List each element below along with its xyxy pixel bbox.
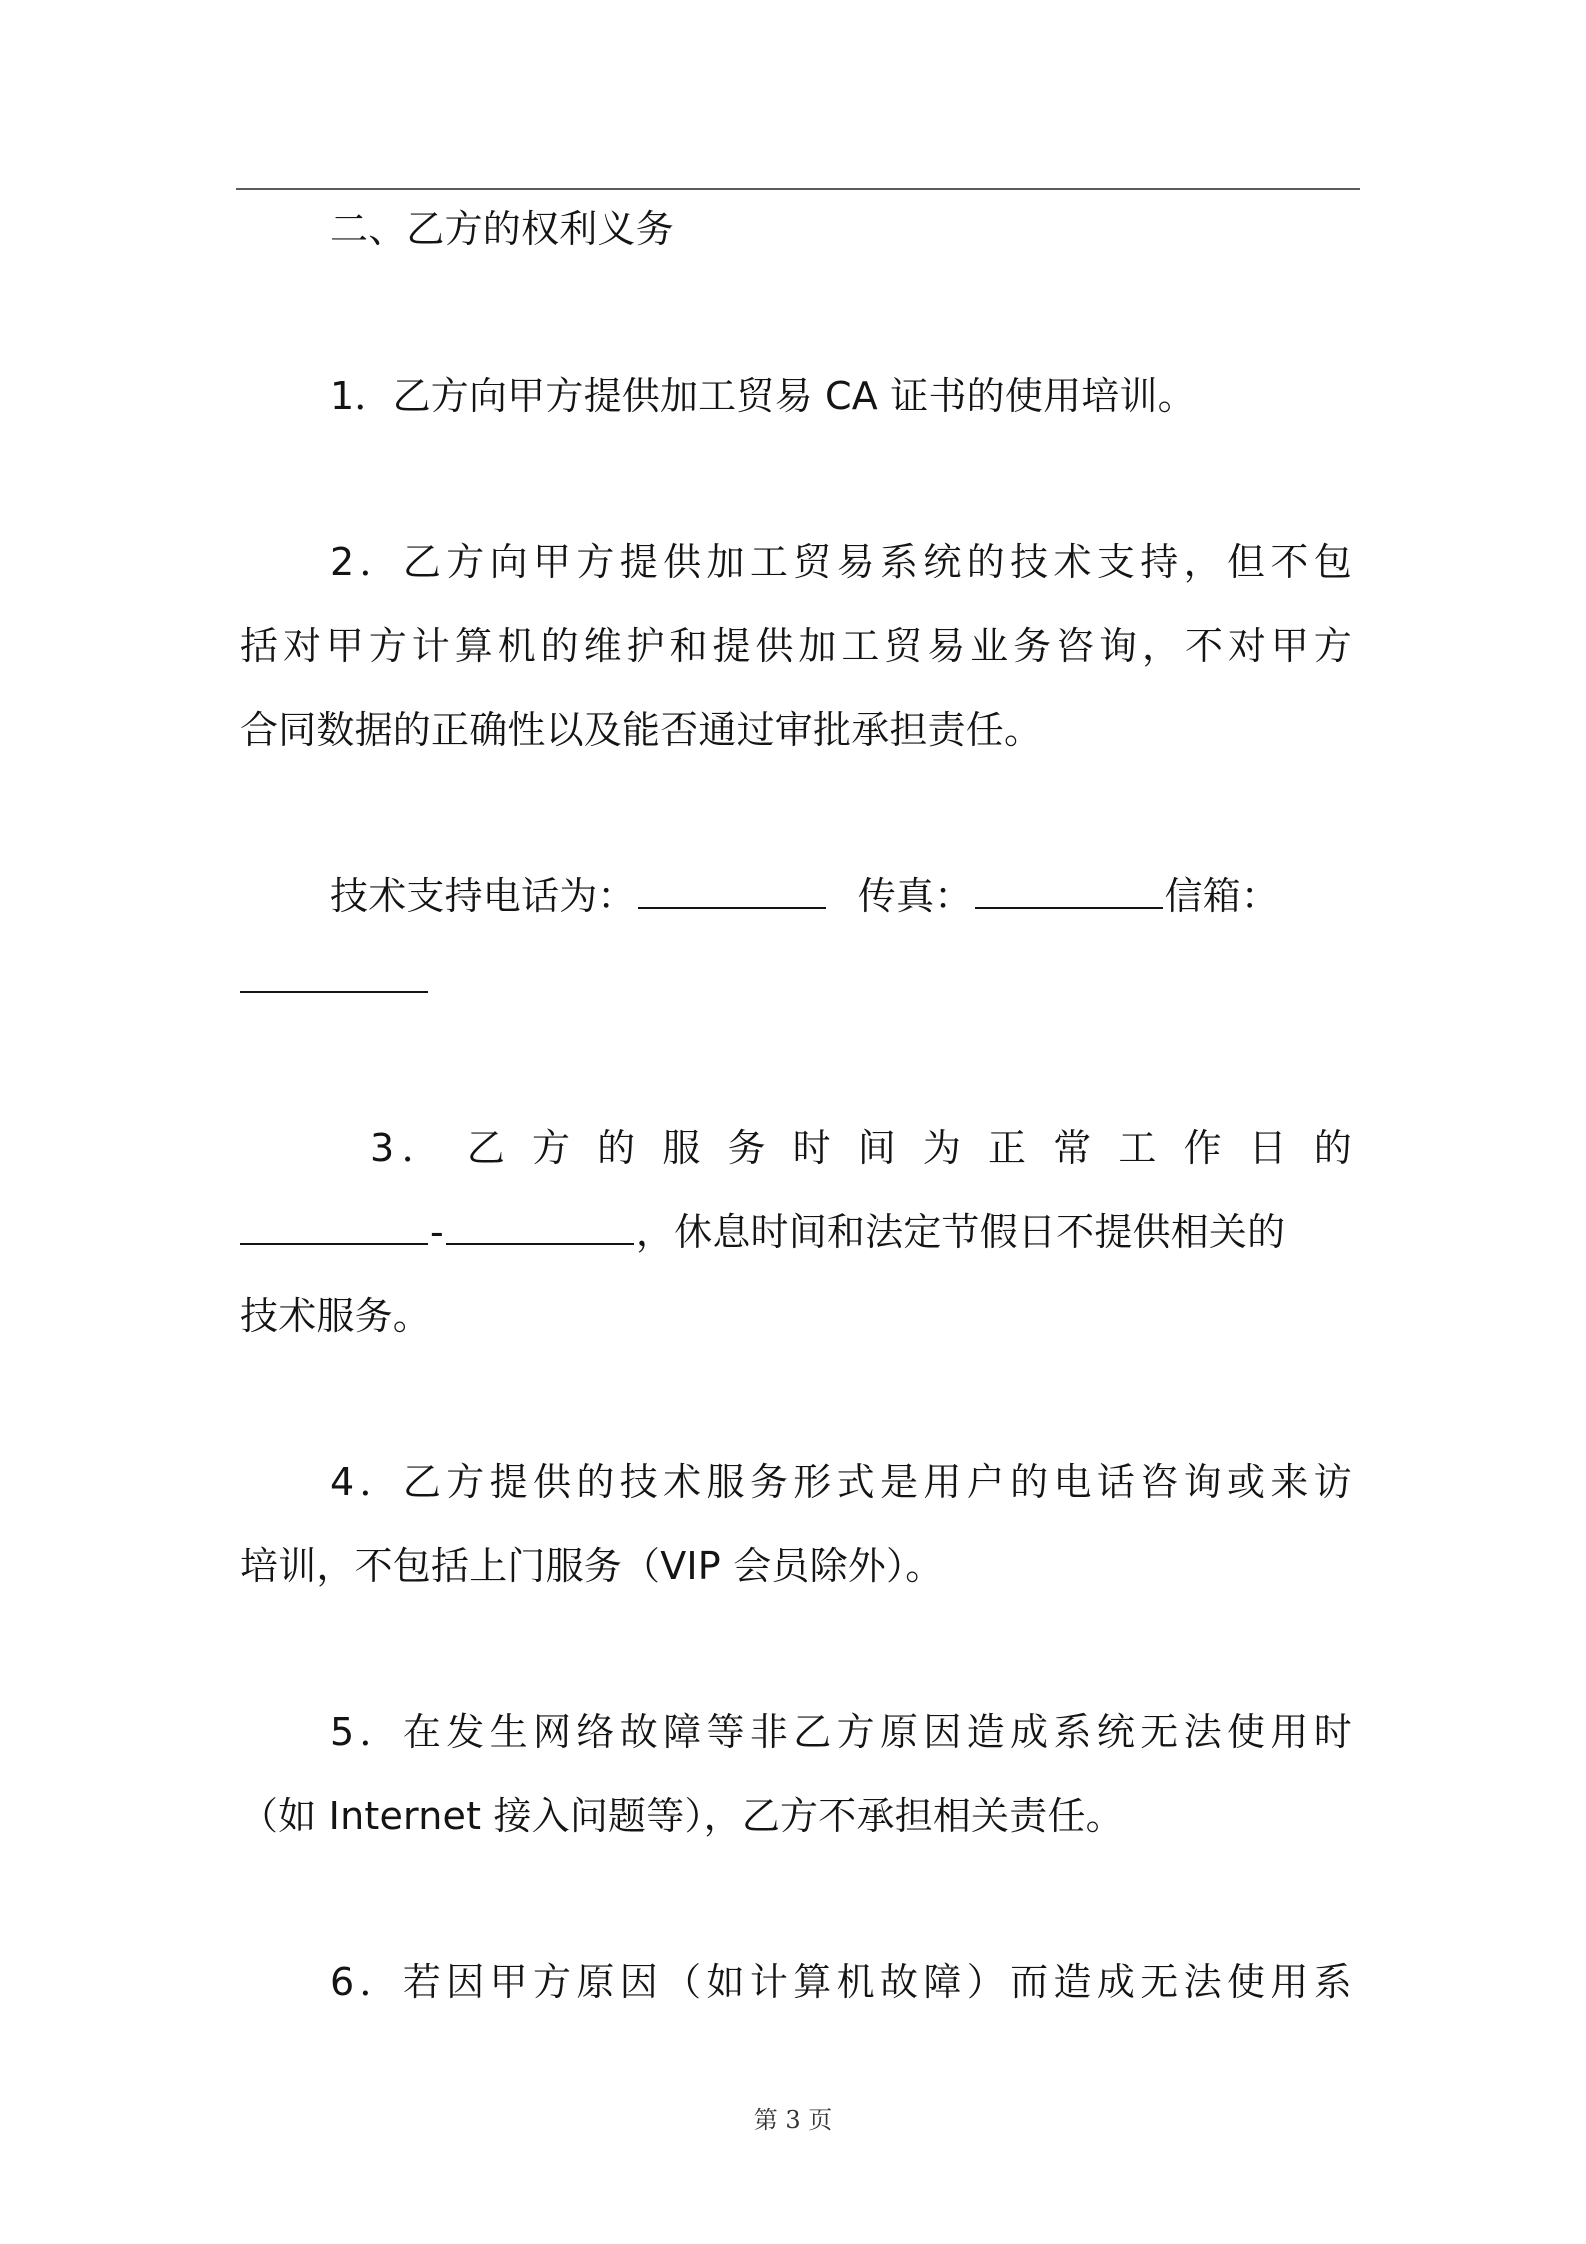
page-number: 第 3 页 <box>753 2106 833 2134</box>
email-blank-line <box>240 950 1352 1010</box>
phone-blank <box>638 906 826 909</box>
item-5-line-1: 5．在发生网络故障等非乙方原因造成系统无法使用时 <box>330 1710 1352 1754</box>
item-2-line-2: 括对甲方计算机的维护和提供加工贸易业务咨询，不对甲方 <box>240 624 1352 668</box>
item-2-line-3: 合同数据的正确性以及能否通过审批承担责任。 <box>240 708 1043 752</box>
phone-label: 技术支持电话为： <box>330 874 636 918</box>
item-1: 1．乙方向甲方提供加工贸易 CA 证书的使用培训。 <box>330 374 1196 418</box>
item-3-line-2 <box>240 1202 1352 1262</box>
end-time-blank <box>446 1242 634 1245</box>
time-dash: - <box>430 1210 444 1254</box>
header-rule <box>236 188 1360 190</box>
start-time-blank <box>240 1242 428 1245</box>
email-label: 信箱： <box>1164 874 1280 918</box>
section-heading: 二、乙方的权利义务 <box>330 207 674 251</box>
item-4-line-1: 4．乙方提供的技术服务形式是用户的电话咨询或来访 <box>330 1460 1352 1504</box>
fax-label: 传真： <box>857 874 973 918</box>
item-3-line-3: 技术服务。 <box>240 1294 432 1338</box>
item-6-line-1: 6．若因甲方原因（如计算机故障）而造成无法使用系 <box>330 1960 1352 2004</box>
item-2-line-1: 2．乙方向甲方提供加工贸易系统的技术支持，但不包 <box>330 540 1352 584</box>
item-3-line-1: 3． 乙 方 的 服 务 时 间 为 正 常 工 作 日 的 <box>370 1126 1352 1170</box>
email-blank <box>240 990 428 993</box>
item-4-line-2: 培训，不包括上门服务（VIP 会员除外）。 <box>240 1544 944 1588</box>
fax-blank <box>975 906 1163 909</box>
contact-line <box>330 866 1352 926</box>
item-3-line-2-text: ，休息时间和法定节假日不提供相关的 <box>635 1210 1286 1254</box>
item-5-line-2: （如 Internet 接入问题等），乙方不承担相关责任。 <box>240 1794 1124 1838</box>
